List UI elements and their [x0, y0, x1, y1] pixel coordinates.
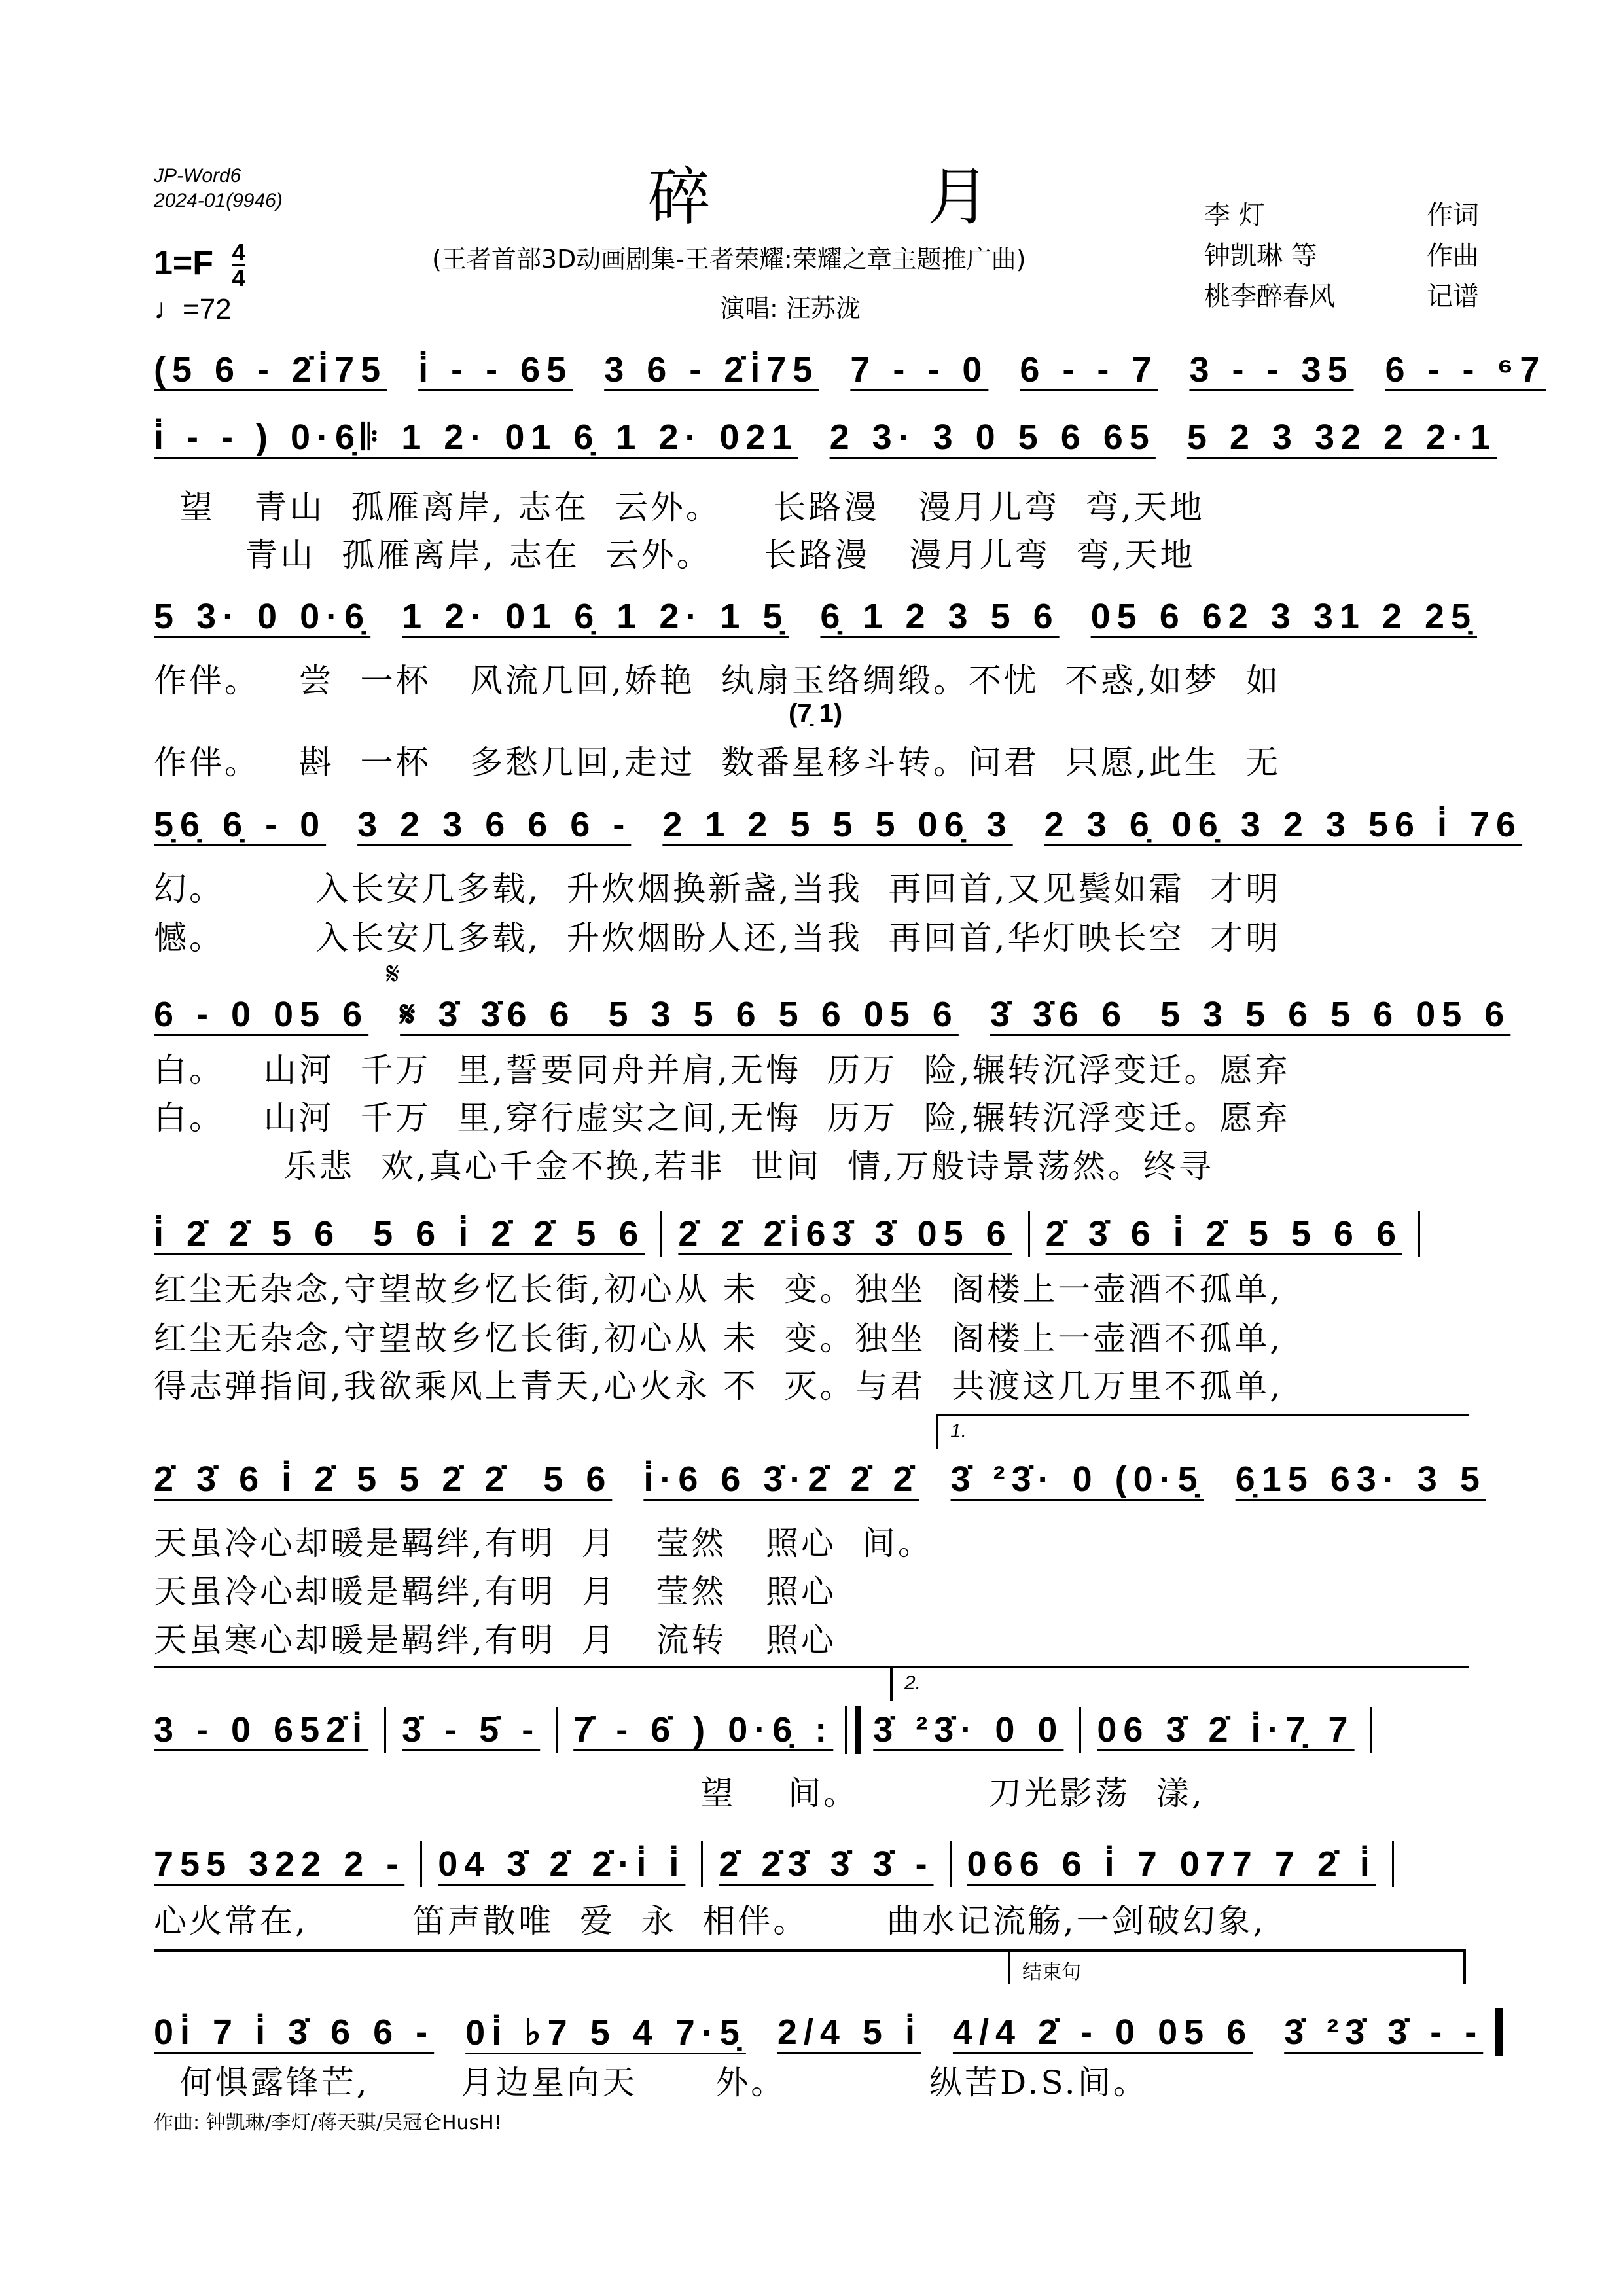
- tempo-marking: ♩=72: [154, 293, 232, 325]
- credit-transcriber: 桃李醉春风 记谱: [1204, 281, 1479, 312]
- subtitle: (王者首部3D动画剧集-王者荣耀:荣耀之章主题推广曲): [432, 245, 1026, 274]
- lyric-verse-1: 幻。 入长安几多载, 升炊烟换新盏,当我 再回首,又见鬓如霜 才明: [154, 870, 1281, 908]
- measure: i̇ - - 65: [418, 350, 573, 389]
- barline: [384, 1707, 386, 1753]
- repeat-end-barline: [845, 1706, 861, 1754]
- lyric-verse-2: 红尘无杂念,守望故乡忆长街,初心从 未 变。独坐 阁楼上一壶酒不孤单,: [154, 1319, 1283, 1357]
- measure: 𝄆 1 2· 01 6̣ 1 2· 021: [361, 417, 798, 457]
- barline: [556, 1707, 558, 1753]
- lyric-verse-2: 憾。 入长安几多载, 升炊烟盼人还,当我 再回首,华灯映长空 才明: [154, 919, 1281, 957]
- volta-bracket-1: 1.: [936, 1414, 1469, 1449]
- measure: 3 2 3 6 6 6 -: [357, 805, 632, 844]
- staff-line-10: [154, 2006, 1484, 2058]
- measure: 2̇ 2̇3̇ 3̇ 3̇ -: [719, 1844, 934, 1884]
- staff-line-5: [154, 988, 1511, 1041]
- measure: 06 3̇ 2̇ i̇·7̣ 7: [1097, 1710, 1355, 1749]
- measure: 3 - 0 652̇i̇: [154, 1710, 369, 1749]
- measure: 3̇ 3̇6 6 5 3 5 6 5 6 05 6: [990, 995, 1511, 1034]
- lyric-verse-1: 望 间。 刀光影荡 漾,: [154, 1774, 1205, 1812]
- staff-line-4: [154, 798, 1523, 851]
- measure: i̇ 2̇ 2̇ 5 6 5 6 i̇ 2̇ 2̇ 5 6: [154, 1214, 645, 1253]
- measure: 2̇ 2̇ 2̇i̇63̇ 3̇ 05 6: [678, 1214, 1012, 1253]
- lyric-verse-2: 白。 山河 千万 里,穿行虚实之间,无悔 历万 险,辗转沉浮变迁。愿弃: [154, 1099, 1291, 1137]
- barline: [1418, 1211, 1420, 1257]
- measure: 2 3 6̣ 06̣ 3 2 3 56 i̇ 76: [1044, 805, 1523, 844]
- ending-bracket: 结束句: [1008, 1949, 1466, 1984]
- measure: 2 3· 3 0 5 6 65: [829, 418, 1156, 457]
- measure: 6̣15 63· 3 5: [1235, 1460, 1486, 1499]
- staff-line-1: [154, 344, 1546, 396]
- key-signature: [154, 241, 245, 290]
- measure: 5 2 3 32 2 2·1: [1186, 418, 1497, 457]
- measure: 0i̇ ♭7 5 4 7·5̣: [465, 2013, 746, 2053]
- lyric-verse-1: 天虽冷心却暖是羁绊,有明 月 莹然 照心 间。: [154, 1524, 933, 1562]
- barline: [1392, 1841, 1394, 1887]
- software-name: JP-Word6: [154, 165, 241, 187]
- lyric-verse-2: 作伴。 斟 一杯 多愁几回,走过 数番星移斗转。问君 只愿,此生 无: [154, 744, 1281, 781]
- lyric-verse-1: 红尘无杂念,守望故乡忆长街,初心从 未 变。独坐 阁楼上一壶酒不孤单,: [154, 1270, 1283, 1308]
- lyric-verse-2: 青山 孤雁离岸, 志在 云外。 长路漫 漫月儿弯 弯,天地: [154, 536, 1196, 574]
- measure: 𝄋 3̇ 3̇6 6 5 3 5 6 5 6 05 6: [400, 994, 959, 1034]
- software-version: 2024-01(9946): [154, 190, 283, 211]
- staff-line-3: [154, 590, 1478, 643]
- measure: 2̇ 3̇ 6 i̇ 2̇ 5 5 6 6: [1045, 1214, 1402, 1253]
- lyric-verse-1: 作伴。 尝 一杯 风流几回,娇艳 纨扇玉络绸缎。不忧 不惑,如梦 如: [154, 662, 1281, 700]
- measure: 05 6 62 3 31 2 25̣: [1090, 597, 1478, 636]
- barline: [1370, 1707, 1372, 1753]
- lyric-verse-3: 天虽寒心却暖是羁绊,有明 月 流转 照心: [154, 1621, 837, 1659]
- measure: 3̇ - 5̇ -: [402, 1710, 541, 1749]
- staff-line-9: [154, 1838, 1469, 1890]
- measure: 2/4 5 i̇: [777, 2013, 921, 2052]
- measure: 5 3· 0 0·6̣: [154, 597, 371, 636]
- lyric-verse-1: 心火常在, 笛声散唯 爱 永 相伴。 曲水记流觞,一剑破幻象,: [154, 1902, 1266, 1940]
- barline: [660, 1211, 662, 1257]
- barline: [701, 1841, 703, 1887]
- lyric-verse-3: 得志弹指间,我欲乘风上青天,心火永 不 灭。与君 共渡这几万里不孤单,: [154, 1367, 1283, 1405]
- staff-line-7: [154, 1453, 1486, 1505]
- software-label: [154, 164, 283, 213]
- measure: i̇·6 6 3̇·2̇ 2̇ 2̇: [643, 1460, 919, 1499]
- measure: 3 6 - 2̇i̇75: [604, 350, 819, 389]
- measure: 066 6 i̇ 7 077 7 2̇ i̇: [967, 1844, 1376, 1884]
- credit-composer: 钟凯琳 等 作曲: [1204, 241, 1479, 271]
- measure: 1 2· 01 6̣ 1 2· 1 5̣: [402, 597, 789, 636]
- final-barline: [1495, 2008, 1503, 2056]
- footer-composers: 作曲: 钟凯琳/李灯/蒋天骐/吴冠仑HusH!: [154, 2111, 502, 2134]
- barline: [420, 1841, 422, 1887]
- measure: 04 3̇ 2̇ 2̇·i̇ i̇: [438, 1844, 686, 1884]
- measure: 5̣6̣ 6̣ - 0: [154, 805, 327, 844]
- page-title: 碎 月: [648, 160, 1088, 234]
- measure: 7 - - 0: [850, 350, 989, 389]
- lyric-verse-1: 望 青山 孤雁离岸, 志在 云外。 长路漫 漫月儿弯 弯,天地: [154, 488, 1205, 526]
- measure: 6 - - ⁶7: [1385, 350, 1546, 389]
- barline: [1079, 1707, 1081, 1753]
- barline: [1028, 1211, 1030, 1257]
- measure: 2 1 2 5 5 5 06̣ 3: [662, 805, 1013, 844]
- measure: 6 - 0 05 6: [154, 995, 369, 1034]
- staff-line-2: [154, 411, 1497, 463]
- measure: (5 6 - 2̇i̇75: [154, 350, 387, 389]
- staff-line-6: [154, 1208, 1469, 1260]
- measure: 4/4 2̇ - 0 05 6: [952, 2013, 1253, 2052]
- singer-label: 演唱: 汪苏泷: [720, 294, 861, 323]
- measure: 3 - - 35: [1189, 350, 1354, 389]
- lyric-verse-2: 天虽冷心却暖是羁绊,有明 月 莹然 照心: [154, 1573, 837, 1611]
- lyric-verse-1: 何惧露锋芒, 月边星向天 外。 纵苦D.S.间。: [154, 2064, 1149, 2102]
- measure: 0i̇ 7 i̇ 3̇ 6 6 -: [154, 2013, 435, 2052]
- credits: [1204, 195, 1479, 317]
- key-label: 1=F: [154, 244, 214, 283]
- lyric-verse-1: 白。 山河 千万 里,誓要同舟并肩,无悔 历万 险,辗转沉浮变迁。愿弃: [154, 1051, 1291, 1089]
- alternate-notes: (7̣ 1): [789, 699, 843, 728]
- measure: 755 322 2 -: [154, 1844, 405, 1884]
- measure: 3̇ ²3̇· 0 0: [873, 1710, 1064, 1749]
- segno-icon: 𝄋: [386, 956, 400, 992]
- barline: [950, 1841, 952, 1887]
- credit-lyrics: 李 灯 作词: [1204, 200, 1479, 230]
- measure: 2̇ 3̇ 6 i̇ 2̇ 5 5 2̇ 2̇ 5 6: [154, 1460, 613, 1499]
- time-signature: $\frac{4}{4}$: [232, 239, 245, 291]
- lyric-verse-3: 乐悲 欢,真心千金不换,若非 世间 情,万般诗景荡然。终寻: [154, 1147, 1214, 1185]
- measure: 3̇ ²3̇· 0 (0·5̣: [950, 1460, 1204, 1499]
- volta-bracket-2: 2.: [890, 1666, 1469, 1701]
- measure: 3̇ ²3̇ 3̇ - -: [1284, 2013, 1484, 2052]
- measure: i̇ - - ) 0·6̣: [154, 418, 362, 457]
- staff-line-8: [154, 1704, 1469, 1756]
- measure: 6̣ 1 2 3 5 6: [820, 597, 1060, 636]
- measure: 6 - - 7: [1020, 350, 1158, 389]
- measure: 7̇ - 6̇ ) 0·6̣ :: [573, 1710, 834, 1749]
